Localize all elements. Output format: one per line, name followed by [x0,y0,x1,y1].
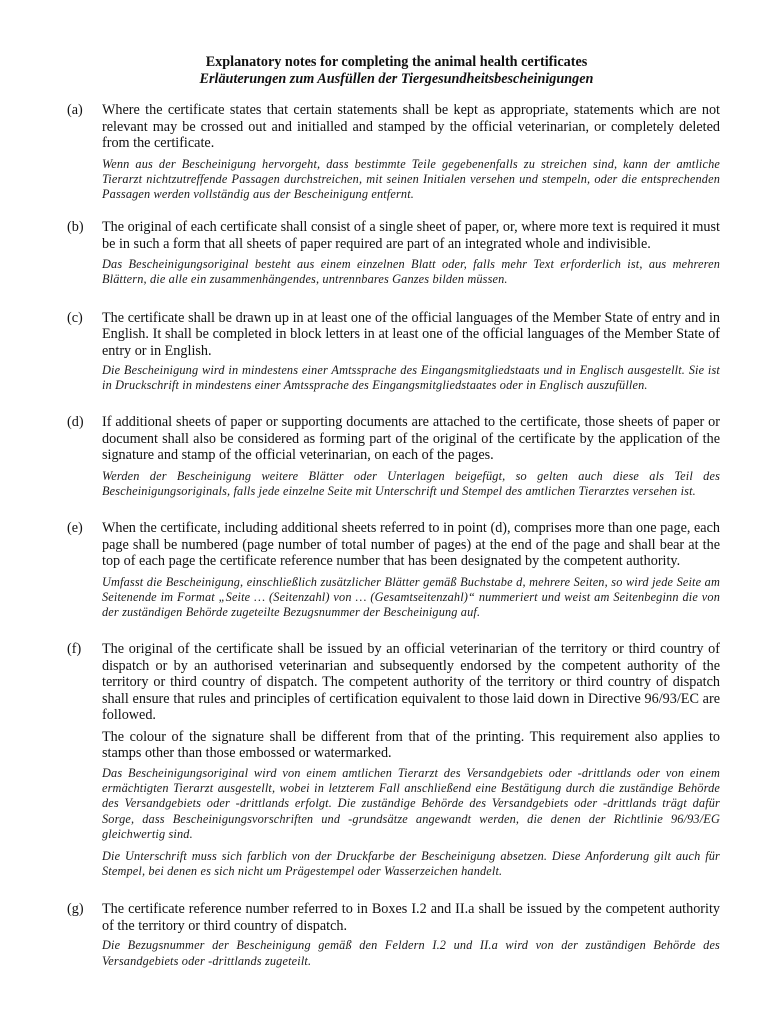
note-text-german-signature: Die Unterschrift muss sich farblich von der Druckfarbe der Bescheinigung absetzen. Diese Anforderung gilt auch für Stempel, bei denen es sich nicht um Prägestempel oder Wasserzeichen handelt. [102,848,720,879]
note-body [102,641,720,879]
note-label: (a) [67,102,83,118]
note-item-a [67,102,720,202]
note-label: (g) [67,901,84,918]
note-item-g [67,901,720,968]
note-item-e [67,520,720,620]
note-label: (f) [67,641,82,658]
note-text-german: Die Bescheinigung wird in mindestens einer Amtssprache des Eingangsmitgliedstaats und in Englisch ausgestellt. Sie ist in Druckschrift in mindestens einer Amtssprache des Eingangsmitgliedstaates oder in Englisch auszufüllen. [102,363,720,393]
note-label: (b) [67,219,84,236]
note-text-german: Umfasst die Bescheinigung, einschließlich zusätzlicher Blätter gemäß Buchstabe d, mehrere Seiten, so wird jede Seite am Seitenende im Format „Seite … (Seitenzahl) von … (Gesamtseitenzahl)“ nummeriert und weist am Seitenbeginn die von der zuständigen Behörde zugeteilte Bezugsnummer der Bescheinigung auf. [102,574,720,620]
document-title-english: Explanatory notes for completing the animal health certificates [205,54,588,70]
note-text-english: The certificate shall be drawn up in at least one of the official languages of the Member State of entry and in English. It shall be completed in block letters in at least one of the official languages of the Member State of entry or in English. [102,309,720,359]
note-body [102,219,720,287]
note-text-english: Where the certificate states that certain statements shall be kept as appropriate, statements which are not relevant may be crossed out and initialled and stamped by the official veterinarian, or completely deleted from the certificate. [102,102,720,151]
note-text-english: The original of each certificate shall consist of a single sheet of paper, or, where more text is required it must be in such a form that all sheets of paper required are part of an integrated whole and indivisible. [102,219,720,252]
note-text-german: Wenn aus der Bescheinigung hervorgeht, dass bestimmte Teile gegebenenfalls zu streichen sind, kann der amtliche Tierarzt nichtzutreffende Passagen durchstreichen, mit seinen Initialen versehen und stempeln, oder die entsprechenden Passagen werden vollständig aus der Bescheinigung entfernt. [102,156,720,201]
note-item-c [67,310,720,394]
note-text-english: When the certificate, including additional sheets referred to in point (d), comprises more than one page, each page shall be numbered (page number of total number of pages) at the end of the page and shall bear at the top of each page the certificate reference number that has been designated by the competent authority. [102,520,720,570]
note-body [102,310,720,394]
note-body [102,520,720,620]
note-body [102,414,720,499]
note-item-d [67,414,720,499]
note-label: (c) [67,309,83,326]
note-text-german: Werden der Bescheinigung weitere Blätter oder Unterlagen beigefügt, so gelten auch diese als Teil des Bescheinigungsoriginals, falls jede einzelne Seite mit Unterschrift und Stempel des amtlichen Tierarztes versehen ist. [102,468,720,499]
note-body [102,901,720,968]
note-text-german: Das Bescheinigungsoriginal wird von einem amtlichen Tierarzt des Versandgebiets oder -drittlands oder von einem ermächtigten Tierarzt ausgestellt, wobei in letzterem Fall anschließend eine Bestätigung durch die zuständige Behörde des Versandgebiets oder -drittlands erfolgt. Die zuständige Behörde des Versandgebiets oder -drittlands trägt dafür Sorge, dass Bescheinigungsvorschriften und -grundsätze angewandt werden, die denen der Richtlinie 96/93/EG gleichwertig sind. [102,765,720,841]
note-item-b [67,219,720,287]
note-label: (d) [67,414,84,431]
note-body [102,102,720,202]
document-title-german: Erläuterungen zum Ausfüllen der Tiergesundheitsbescheinigungen [199,71,594,87]
note-text-english: The original of the certificate shall be issued by an official veterinarian of the territory or third country of dispatch or by an authorised veterinarian and subsequently endorsed by the competent authority of the territory or third country of dispatch. The competent authority of the territory or third country of dispatch shall ensure that rules and principles of certification equivalent to those laid down in Directive 96/93/EC are followed. [102,641,720,724]
note-item-f [67,641,720,879]
note-text-english: The certificate reference number referred to in Boxes I.2 and II.a shall be issued by the competent authority of the territory or third country of dispatch. [102,901,720,934]
note-text-german: Das Bescheinigungsoriginal besteht aus einem einzelnen Blatt oder, falls mehr Text erforderlich ist, aus mehreren Blättern, die alle ein zusammenhängendes, untrennbares Ganzes bilden müssen. [102,257,720,287]
note-text-english-signature: The colour of the signature shall be different from that of the printing. This requirement also applies to stamps other than those embossed or watermarked. [102,728,720,762]
note-text-english: If additional sheets of paper or supporting documents are attached to the certificate, those sheets of paper or document shall also be considered as forming part of the original of the certificate by the application of the signature and stamp of the official veterinarian, on each of the pages. [102,414,720,464]
note-text-german: Die Bezugsnummer der Bescheinigung gemäß den Feldern I.2 und II.a wird von der zuständigen Behörde des Versandgebiets oder -drittlands zugeteilt. [102,938,720,968]
note-label: (e) [67,520,83,537]
